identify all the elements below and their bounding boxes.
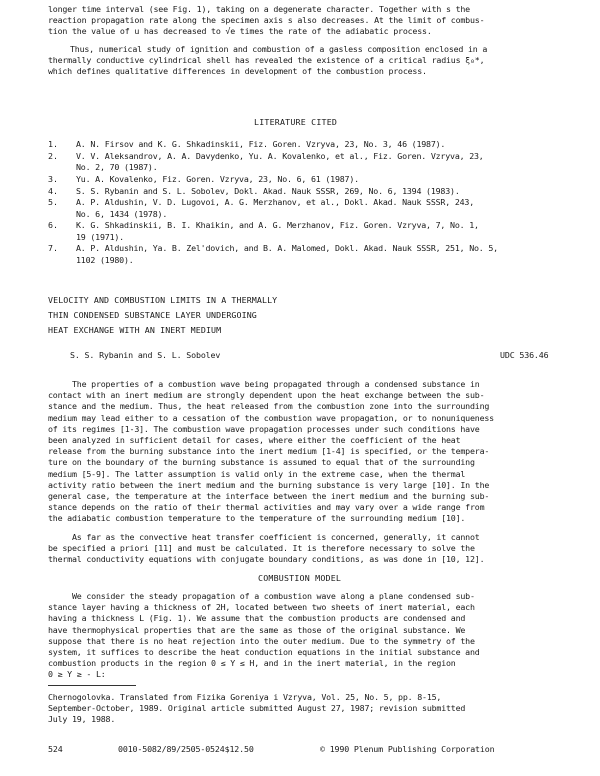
copyright: © 1990 Plenum Publishing Corporation (320, 744, 495, 754)
text-line: be specified a priori [11] and must be calculated. It is therefore necessary to solve the (48, 543, 475, 554)
text-line: Thus, numerical study of ignition and combustion of a gasless composition enclosed in a (70, 44, 488, 54)
footnote (48, 692, 568, 726)
reference-line: V. V. Aleksandrov, A. A. Davydenko, Yu. A. Kovalenko, et al., Fiz. Goren. Vzryva, 23, (76, 150, 484, 161)
second-paragraph (48, 532, 568, 566)
footnote-line: September-October, 1989. Original article submitted August 27, 1987; revision submitted (48, 703, 466, 714)
reference-number: 2. (48, 150, 58, 161)
reference-text (76, 139, 576, 150)
footnote-line: July 19, 1988. (48, 714, 116, 725)
text-line: 0 ≥ Y ≥ - L: (48, 669, 106, 680)
reference-line: No. 2, 70 (1987). (76, 161, 158, 172)
text-line: stance layer having a thickness of 2H, located between two sheets of inert material, each (48, 602, 475, 613)
text-line: contact with an inert medium are strongly dependent upon the heat exchange between the sub- (48, 390, 485, 401)
top-paragraph (48, 4, 568, 38)
udc-code: UDC 536.46 (500, 350, 549, 360)
reference-text (76, 220, 576, 242)
intro-paragraph (48, 379, 568, 524)
page-number: 524 (48, 744, 63, 754)
article-code: 0010-5082/89/2505-0524$12.50 (118, 744, 254, 754)
text-line: reaction propagation rate along the specimen axis s also decreases. At the limit of combus- (48, 15, 485, 26)
article-title-line: THIN CONDENSED SUBSTANCE LAYER UNDERGOING (48, 310, 257, 321)
article-title (48, 295, 348, 337)
footnote-rule (48, 685, 136, 686)
text-line: thermal conductivity equations with conjugate boundary conditions, as was done in [10, 12]. (48, 554, 485, 565)
text-line: stance and the medium. Thus, the heat released from the combustion zone into the surrounding (48, 401, 490, 412)
reference-number: 5. (48, 197, 58, 208)
reference-number: 4. (48, 185, 58, 196)
reference-line: A. P. Aldushin, Ya. B. Zel'dovich, and B. A. Malomed, Dokl. Akad. Nauk SSSR, 251, No. 5, (76, 243, 498, 254)
text-line: thermally conductive cylindrical shell has revealed the existence of a critical radius ξ₀*, (48, 55, 485, 66)
model-paragraph (48, 591, 568, 681)
text-line: having a thickness L (Fig. 1). We assume that the combustion products are condensed and (48, 613, 466, 624)
footnote-line: Chernogolovka. Translated from Fizika Goreniya i Vzryva, Vol. 25, No. 5, pp. 8-15, (48, 692, 442, 702)
text-line: medium may lead either to a cessation of the combustion wave propagation, or to nonuniqueness (48, 412, 494, 423)
reference-line: A. N. Firsov and K. G. Shkadinskii, Fiz. Goren. Vzryva, 23, No. 3, 46 (1987). (76, 139, 446, 149)
text-line: of its regimes [1-3]. The combustion wave propagation processes under such conditions have (48, 423, 480, 434)
text-line: As far as the convective heat transfer coefficient is concerned, generally, it cannot (48, 532, 480, 542)
text-line: been analyzed in sufficient detail for cases, where either the coefficient of the heat (48, 434, 461, 445)
reference-text (76, 151, 576, 173)
text-line: activity ratio between the inert medium and the burning substance is very large [10]. In the (48, 479, 490, 490)
text-line: have thermophysical properties that are the same as those of the original substance. We (48, 624, 466, 635)
text-line: the adiabatic combustion temperature to the temperature of the surrounding medium [10]. (48, 513, 466, 524)
literature-cited-heading: LITERATURE CITED (254, 117, 338, 127)
reference-line: A. P. Aldushin, V. D. Lugovoi, A. G. Merzhanov, et al., Dokl. Akad. Nauk SSSR, 243, (76, 197, 474, 208)
reference-line: 1102 (1980). (76, 254, 134, 265)
text-line: system, it suffices to describe the heat conduction equations in the initial substance and (48, 646, 480, 657)
text-line: longer time interval (see Fig. 1), taking on a degenerate character. Together with s the (48, 4, 470, 14)
reference-line: 19 (1971). (76, 231, 124, 242)
text-line: which defines qualitative differences in development of the combustion process. (48, 66, 427, 77)
text-line: We consider the steady propagation of a combustion wave along a plane condensed sub- (48, 591, 475, 601)
text-line: suppose that there is no heat rejection into the outer medium. Due to the symmetry of the (48, 635, 475, 646)
text-line: stance depends on the ratio of their thermal activities and may vary over a wide range from (48, 502, 485, 513)
text-line: general case, the temperature at the interface between the inert medium and the burning sub- (48, 490, 490, 501)
reference-number: 3. (48, 173, 58, 184)
text-line: The properties of a combustion wave being propagated through a condensed substance in (48, 379, 480, 389)
reference-line: No. 6, 1434 (1978). (76, 208, 168, 219)
text-line: release from the burning substance into the inert medium [1-4] is specified, or the tempera- (48, 446, 490, 457)
reference-text (76, 174, 576, 185)
reference-line: K. G. Shkadinskii, B. I. Khaikin, and A. G. Merzhanov, Fiz. Goren. Vzryva, 7, No. 1, (76, 220, 479, 231)
reference-number: 7. (48, 243, 58, 254)
reference-number: 6. (48, 220, 58, 231)
reference-line: Yu. A. Kovalenko, Fiz. Goren. Vzryva, 23, No. 6, 61 (1987). (76, 173, 359, 184)
reference-line: S. S. Rybanin and S. L. Sobolev, Dokl. Akad. Nauk SSSR, 269, No. 6, 1394 (1983). (76, 185, 460, 196)
reference-text (76, 243, 576, 265)
combustion-model-heading: COMBUSTION MODEL (258, 573, 342, 583)
reference-text (76, 197, 576, 219)
reference-text (76, 186, 576, 197)
reference-number: 1. (48, 139, 58, 149)
text-line: tion the value of u has decreased to √e times the rate of the adiabatic process. (48, 26, 432, 37)
authors: S. S. Rybanin and S. L. Sobolev (70, 350, 221, 360)
text-line: ture on the boundary of the burning substance is assumed to equal that of the surrounding (48, 457, 475, 468)
text-line: medium [5-9]. The latter assumption is valid only in the extreme case, when the thermal (48, 468, 466, 479)
text-line: combustion products in the region 0 ≤ Y ≤ H, and in the inert material, in the region (48, 658, 456, 669)
article-title-line: HEAT EXCHANGE WITH AN INERT MEDIUM (48, 325, 222, 336)
article-title-line: VELOCITY AND COMBUSTION LIMITS IN A THERMALLY (48, 295, 278, 305)
conclusion-paragraph (48, 44, 568, 78)
